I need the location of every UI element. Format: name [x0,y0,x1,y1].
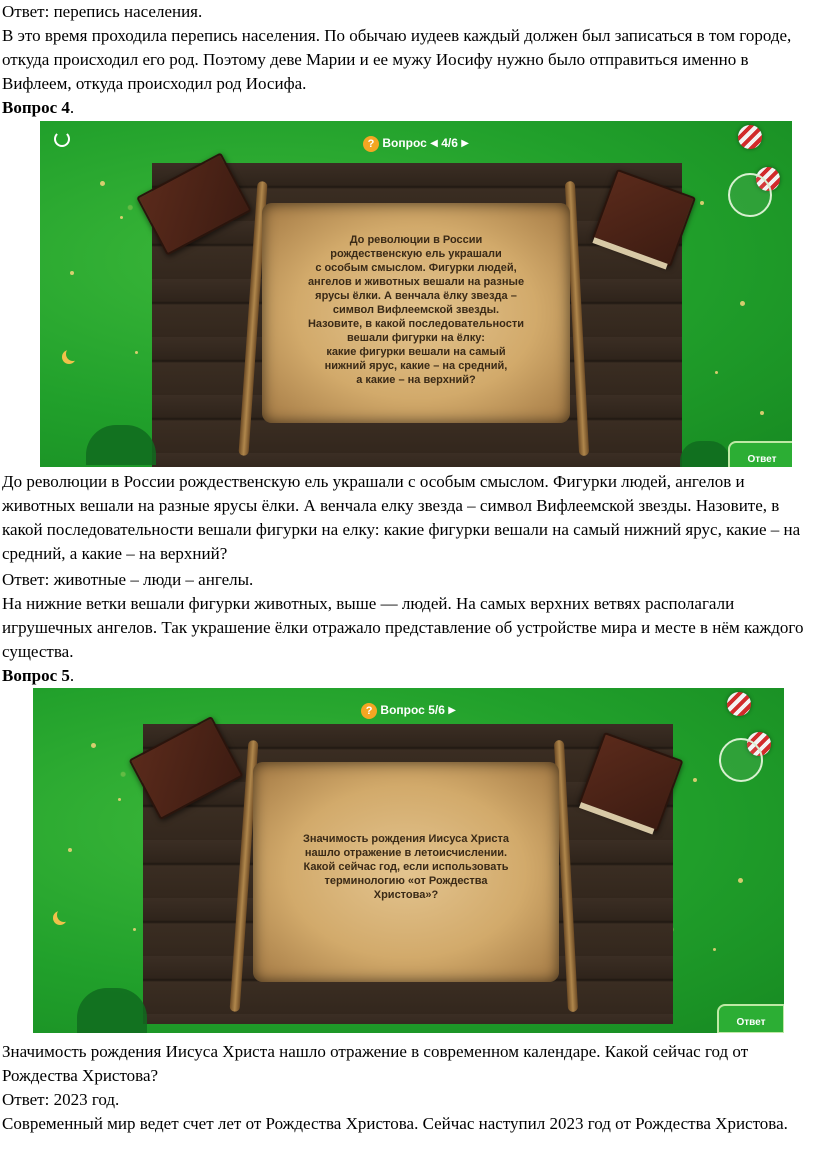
question-nav [33,700,784,720]
heading-dot: . [69,98,75,117]
scroll-line: нижний ярус, какие – на средний, [324,360,508,372]
question-nav-count: 5/6 [428,703,445,717]
book-left [136,152,252,255]
ornament-icon [719,738,763,782]
next-arrow-icon[interactable]: ▶ [448,704,456,716]
scroll-line: Какой сейчас год, если использовать [303,861,509,873]
explanation-q3: В это время проходила перепись населения. По обычаю иудеев каждый должен был записаться в том городе, откуда происходил его род. Поэтому деве Марии и ее мужу Иосифу нужно было отправиться именно в Вифлеем, откуда происходил род Иосифа. [2,26,792,93]
scroll-line: До революции в России [349,234,483,246]
scroll-line: ярусы ёлки. А венчала ёлку звезда – [315,290,517,302]
scroll-line: какие фигурки вешали на самый [326,346,506,358]
question-5-title: Вопрос 5 [2,666,70,685]
moon-icon [66,347,80,361]
parchment-scroll [262,203,570,423]
question-4-title: Вопрос 4 [2,98,70,117]
question-5-text: Значимость рождения Иисуса Христа нашло отражение в современном календаре. Какой сейчас год от Рождества Христова? [2,1042,749,1085]
quiz-slide-q4 [40,121,792,467]
help-icon[interactable]: ? [363,136,379,152]
wood-board [152,163,682,467]
scroll-question-text [262,233,570,387]
scroll-line: с особым смыслом. Фигурки людей, [315,262,517,274]
scroll-line: Христова»? [373,889,439,901]
explanation-q4: На нижние ветки вешали фигурки животных, выше — людей. На самых верхних ветвях располагали игрушечных ангелов. Так украшение ёлки отражало представление об устройстве мира и месте в нём каждого существа. [2,594,804,661]
heading-dot: . [69,666,75,685]
parchment-scroll [253,762,559,982]
answer-q5: Ответ: 2023 год. [2,1090,120,1109]
scroll-line: терминологию «от Рождества [324,875,488,887]
question-nav-count: 4/6 [441,136,458,150]
scroll-question-text [253,832,559,902]
next-arrow-icon[interactable]: ▶ [461,137,469,149]
question-4-heading [2,96,814,120]
scroll-line: нашло отражение в летоисчислении. [304,847,508,859]
camel-icon [86,425,156,465]
scroll-line: рождественскую ель украшали [330,248,502,260]
question-4-text: До революции в России рождественскую ель украшали с особым смыслом. Фигурки людей, ангелов и животных вешали на разные ярусы ёлки. А венчала елку звезда – символ Вифлеемской звезды. Назовите, в какой последовательности вешали фигурки на елку: какие фигурки вешали на самый нижний ярус, какие – на средний, а какие – на верхний? [2,472,801,563]
ornament-icon [728,173,772,217]
scroll-line: а какие – на верхний? [356,374,476,386]
nativity-icon [680,441,730,467]
scroll-line: символ Вифлеемской звезды. [332,304,500,316]
explanation-q5: Современный мир ведет счет лет от Рождества Христова. Сейчас наступил 2023 год от Рождества Христова. [2,1114,788,1133]
book-right [592,169,696,267]
answer-q3: Ответ: перепись населения. [2,2,203,21]
help-icon[interactable]: ? [361,703,377,719]
scroll-line: ангелов и животных вешали на разные [307,276,525,288]
question-5-heading [2,664,814,688]
prev-arrow-icon[interactable]: ◀ [430,137,438,149]
scroll-line: вешали фигурки на ёлку: [347,332,485,344]
answer-button[interactable]: Ответ [717,1004,784,1033]
quiz-slide-q5 [33,688,784,1033]
ornament-icon [738,125,762,149]
answer-button[interactable]: Ответ [728,441,792,467]
book-left [129,716,244,820]
answer-q4: Ответ: животные – люди – ангелы. [2,570,254,589]
question-nav-label: Вопрос [382,136,427,150]
book-right [579,732,684,832]
question-nav-label: Вопрос [380,703,425,717]
camel-icon [77,988,147,1033]
moon-icon [57,908,71,922]
scroll-line: Назовите, в какой последовательности [307,318,525,330]
wood-board [143,724,673,1024]
ornament-icon [727,692,751,716]
question-nav [40,133,792,153]
scroll-line: Значимость рождения Иисуса Христа [303,833,509,845]
